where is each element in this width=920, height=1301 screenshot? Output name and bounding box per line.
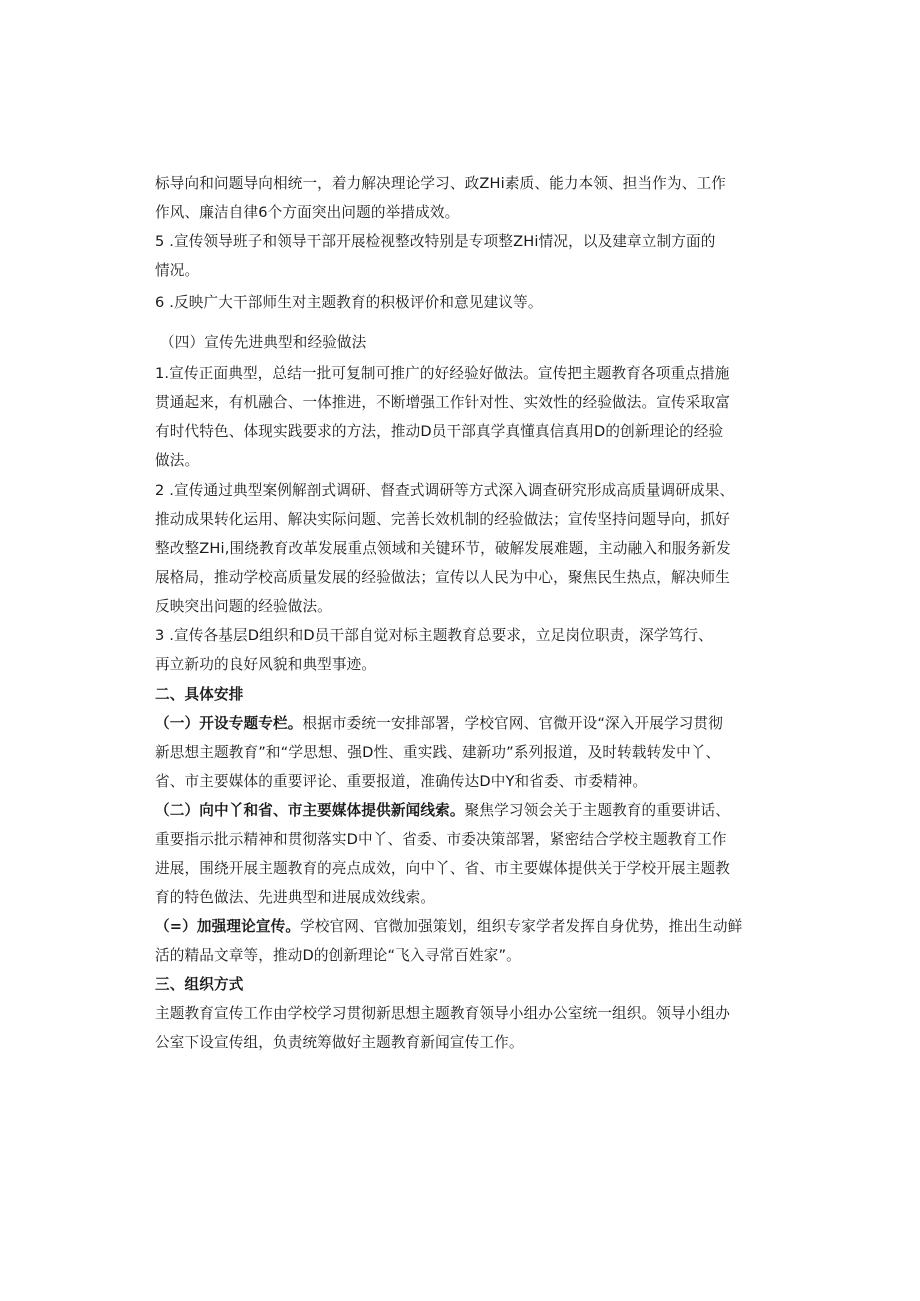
subheading-theory: （=）加强理论宣传。 xyxy=(155,918,301,935)
text-line: 贯通起来，有机融合、一体推进，不断增强工作针对性、实效性的经验做法。宣传采取富 xyxy=(155,394,731,411)
list-item-1: 1.宣传正面典型，总结一批可复制可推广的好经验好做法。宣传把主题教育各项重点措施 xyxy=(155,365,730,382)
text-run: 聚焦学习领会关于主题教育的重要讲话、 xyxy=(464,802,731,819)
text-line: 重要指示批示精神和贯彻落实D中丫、省委、市委决策部署，紧密结合学校主题教育工作 xyxy=(155,831,727,848)
text-line: 作风、廉洁自律6个方面突出问题的举措成效。 xyxy=(155,204,460,221)
text-line: 省、市主要媒体的重要评论、重要报道，准确传达D中Y和省委、市委精神。 xyxy=(155,773,648,790)
paragraph-line xyxy=(155,917,742,937)
section-heading-arrangement: 二、具体安排 xyxy=(155,686,244,703)
text-line: 展格局，推动学校高质量发展的经验做法；宣传以人民为中心，聚焦民生热点，解决师生 xyxy=(155,569,731,586)
text-line: 整改整ZHi,围绕教育改革发展重点领域和关键环节，破解发展难题，主动融入和服务新发 xyxy=(155,540,731,557)
text-line: 新思想主题教育”和“学思想、强D性、重实践、建新功”系列报道，及时转载转发中丫、 xyxy=(155,744,721,761)
list-item-2: 2 .宣传通过典型案例解剖式调研、督查式调研等方式深入调查研究形成高质量调研成果、 xyxy=(155,482,735,499)
section-heading-organization: 三、组织方式 xyxy=(155,976,244,993)
subheading-media: （二）向中丫和省、市主要媒体提供新闻线索。 xyxy=(155,802,465,819)
text-line: 反映突出问题的经验做法。 xyxy=(155,598,332,615)
text-line: 再立新功的良好风貌和典型事迹。 xyxy=(155,656,377,673)
text-line: 标导向和问题导向相统一，着力解决理论学习、政ZHi素质、能力本领、担当作为、工作 xyxy=(155,175,726,192)
text-line: 进展，围绕开展主题教育的亮点成效，向中丫、省、市主要媒体提供关于学校开展主题教 xyxy=(155,860,731,877)
list-item-5: 5 .宣传领导班子和领导干部开展检视整改特别是专项整ZHi情况，以及建章立制方面的 xyxy=(155,233,716,250)
text-line: 公室下设宣传组，负责统筹做好主题教育新闻宣传工作。 xyxy=(155,1034,524,1051)
text-line: 主题教育宣传工作由学校学习贯彻新思想主题教育领导小组办公室统一组织。领导小组办 xyxy=(155,1005,731,1022)
section-heading-4: （四）宣传先进典型和经验做法 xyxy=(160,334,367,351)
text-line: 育的特色做法、先进典型和进展成效线索。 xyxy=(155,889,436,906)
paragraph-line xyxy=(155,801,730,821)
paragraph-line xyxy=(155,714,723,734)
text-line: 有时代特色、体现实践要求的方法，推动D员干部真学真懂真信真用D的创新理论的经验 xyxy=(155,423,724,440)
text-line: 推动成果转化运用、解决实际问题、完善长效机制的经验做法；宣传坚持问题导向，抓好 xyxy=(155,511,731,528)
text-line: 情况。 xyxy=(155,262,200,279)
text-line: 活的精品文章等，推动D的创新理论“飞入寻常百姓家”。 xyxy=(155,947,521,964)
list-item-6: 6 .反映广大干部师生对主题教育的积极评价和意见建议等。 xyxy=(155,294,543,311)
text-line: 做法。 xyxy=(155,452,200,469)
text-run: 根据市委统一安排部署，学校官网、官微开设“深入开展学习贯彻 xyxy=(302,715,723,732)
text-run: 学校官网、官微加强策划，组织专家学者发挥自身优势，推出生动鲜 xyxy=(300,918,743,935)
list-item-3: 3 .宣传各基层D组织和D员干部自觉对标主题教育总要求，立足岗位职责，深学笃行、 xyxy=(155,627,713,644)
subheading-column: （一）开设专题专栏。 xyxy=(155,715,303,732)
